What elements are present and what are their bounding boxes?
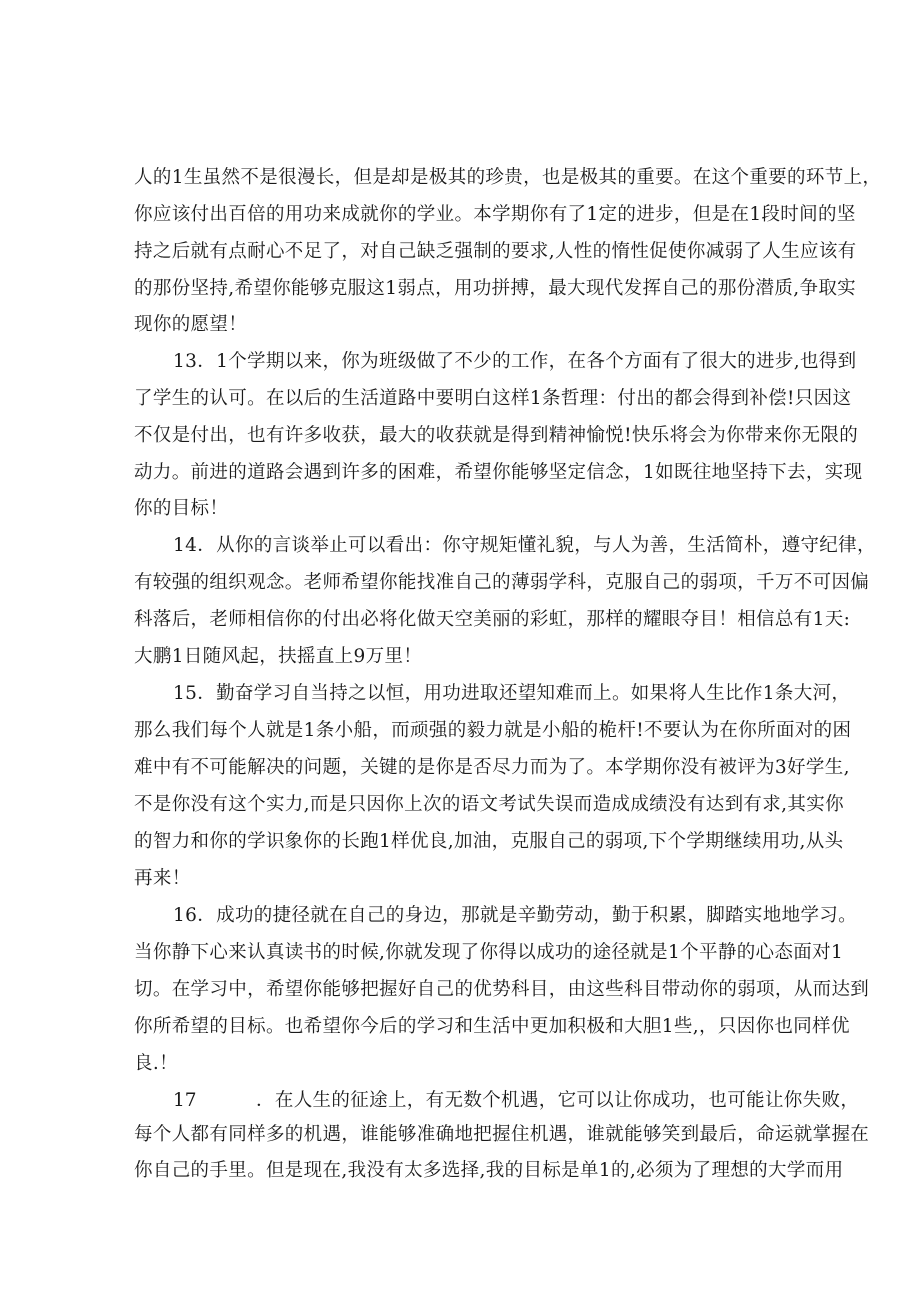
paragraph-17-line-1: ．在人生的征途上，有无数个机遇，它可以让你成功，也可能让你失败， [256, 1090, 860, 1111]
paragraph-14-line-2: 有较强的组织观念。老师希望你能找准自己的薄弱学科，克服自己的弱项，千万不可因偏 [134, 572, 870, 593]
paragraph-15-line-3: 难中有不可能解决的问题，关键的是你是否尽力而为了。本学期你没有被评为3好学生, [134, 757, 850, 778]
paragraph-16-line-5: 良.！ [134, 1053, 178, 1074]
paragraph-16-line-4: 你所希望的目标。也希望你今后的学习和生活中更加积极和大胆1些,，只因你也同样优 [134, 1016, 850, 1037]
paragraph-12-line-3: 持之后就有点耐心不足了，对自己缺乏强制的要求,人性的惰性促使你减弱了人生应该有 [134, 241, 857, 262]
paragraph-14-line-3: 科落后，老师相信你的付出必将化做天空美丽的彩虹，那样的耀眼夺目！相信总有1天: [134, 609, 851, 630]
paragraph-14-line-4: 大鹏1日随风起，扶摇直上9万里！ [134, 646, 423, 667]
paragraph-16-line-1: 16．成功的捷径就在自己的身边，那就是辛勤劳动，勤于积累，脚踏实地地学习。 [173, 905, 857, 926]
paragraph-14-line-1: 14．从你的言谈举止可以看出：你守规矩懂礼貌，与人为善，生活简朴，遵守纪律， [173, 535, 876, 556]
paragraph-12-line-5: 现你的愿望！ [134, 314, 248, 335]
paragraph-15-line-1: 15．勤奋学习自当持之以恒，用功进取还望知难而上。如果将人生比作1条大河， [173, 683, 851, 704]
paragraph-15-line-2: 那么我们每个人就是1条小船，而顽强的毅力就是小船的桅杆!不要认为在你所面对的困 [134, 720, 852, 741]
paragraph-15-line-4: 不是你没有这个实力,而是只因你上次的语文考试失误而造成成绩没有达到有求,其实你 [134, 794, 844, 815]
paragraph-13-line-3: 不仅是付出，也有许多收获，最大的收获就是得到精神愉悦!快乐将会为你带来你无限的 [134, 425, 859, 446]
paragraph-12-line-1: 人的1生虽然不是很漫长，但是却是极其的珍贵，也是极其的重要。在这个重要的环节上， [134, 167, 882, 188]
paragraph-15-line-6: 再来！ [134, 868, 191, 889]
paragraph-15-line-5: 的智力和你的学识象你的长跑1样优良,加油，克服自己的弱项,下个学期继续用功,从头 [134, 831, 844, 852]
paragraph-13-line-5: 你的目标！ [134, 498, 229, 519]
paragraph-12-line-2: 你应该付出百倍的用功来成就你的学业。本学期你有了1定的进步，但是在1段时间的坚 [134, 204, 856, 225]
paragraph-16-line-2: 当你静下心来认真读书的时候,你就发现了你得以成功的途径就是1个平静的心态面对1 [134, 942, 844, 963]
paragraph-17-line-3: 你自己的手里。但是现在,我没有太多选择,我的目标是单1的,必须为了理想的大学而用 [134, 1160, 844, 1181]
paragraph-16-line-3: 切。在学习中，希望你能够把握好自己的优势科目，由这些科目带动你的弱项，从而达到 [134, 979, 870, 1000]
paragraph-17-line-2: 每个人都有同样多的机遇，谁能够准确地把握住机遇，谁就能够笑到最后，命运就掌握在 [134, 1124, 870, 1145]
paragraph-13-line-4: 动力。前进的道路会遇到许多的困难，希望你能够坚定信念，1如既往地坚持下去，实现 [134, 462, 863, 483]
paragraph-17-number: 17 [173, 1090, 197, 1111]
paragraph-13-line-1: 13．1个学期以来，你为班级做了不少的工作，在各个方面有了很大的进步,也得到 [173, 351, 857, 372]
paragraph-12-line-4: 的那份坚持,希望你能够克服这1弱点，用功拼搏，最大现代发挥自己的那份潜质,争取实 [134, 278, 857, 299]
paragraph-13-line-2: 了学生的认可。在以后的生活道路中要明白这样1条哲理：付出的都会得到补偿!只因这 [134, 388, 852, 409]
